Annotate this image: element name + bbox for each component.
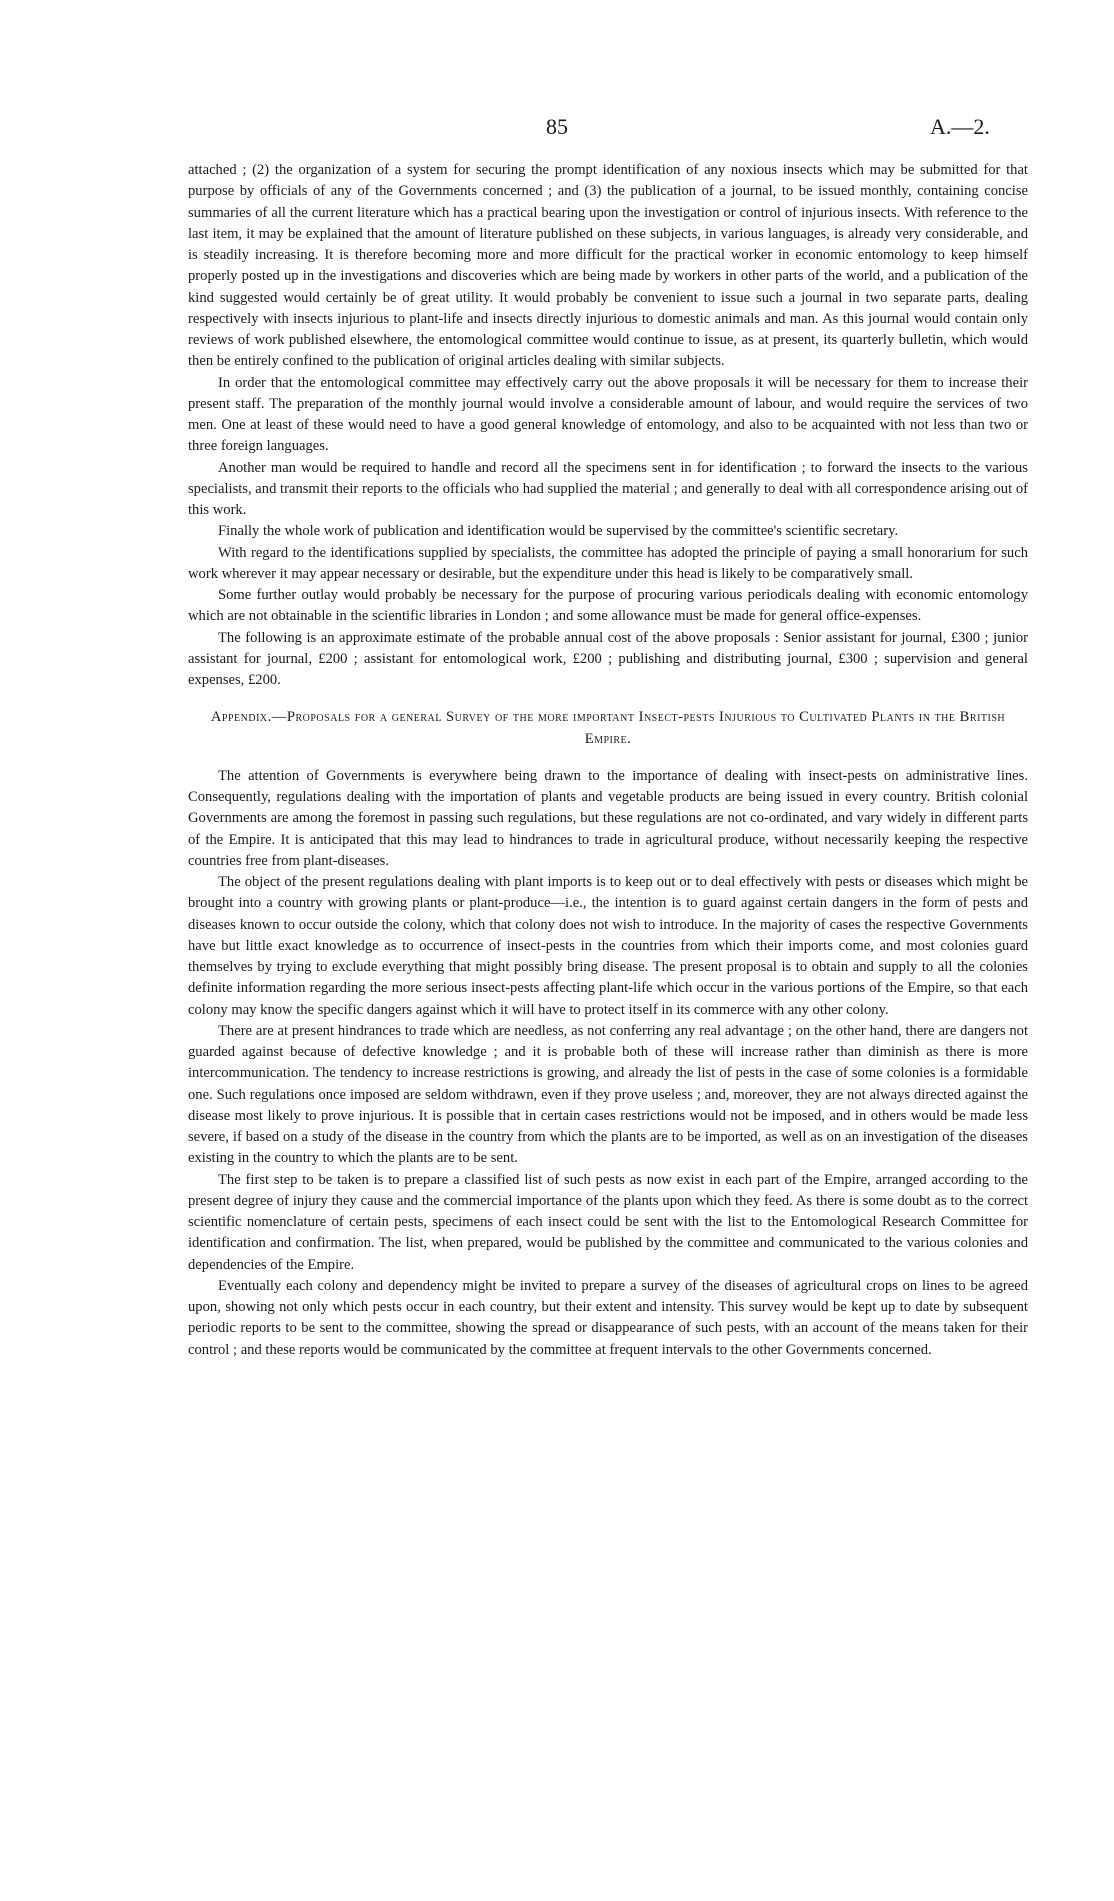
paragraph: The attention of Governments is everywhere being drawn to the importance of dealing with insect-pests on administrative lines. Consequently, regulations dealing with the importation of plants and vegetable products are being issued in every country. British colonial Governments are among the foremost in passing such regulations, but these regulations are not co-ordinated, and vary widely in different parts of the Empire. It is anticipated that this may lead to hindrances to trade in agricultural produce, without necessarily keeping the respective countries free from plant-diseases. <box>188 767 1028 869</box>
paragraph: There are at present hindrances to trade which are needless, as not conferring any real advantage ; on the other hand, there are dangers not guarded against because of defective knowledge ; and it is probable both of these will increase rather than diminish as there is more intercommunication. The tendency to increase restrictions is growing, and already the list of pests in the case of some colonies is a formidable one. Such regulations once imposed are seldom withdrawn, even if they prove useless ; and, moreover, they are not always directed against the disease most likely to prove injurious. It is possible that in certain cases restrictions would not be imposed, and in others would be made less severe, if based on a study of the disease in the country from which the plants are to be imported, as well as on an investigation of the diseases existing in the country to which the plants are to be sent. <box>188 1022 1028 1167</box>
body-text <box>188 160 1028 1361</box>
paragraph: The object of the present regulations dealing with plant imports is to keep out or to deal effectively with pests or diseases which might be brought into a country with growing plants or plant-produce—i.e., the intention is to guard against certain dangers in the form of pests and diseases known to occur outside the colony, which that colony does not wish to introduce. In the majority of cases the respective Governments have but little exact knowledge as to occurrence of insect-pests in the countries from which their imports come, and most colonies guard themselves by trying to exclude everything that might possibly bring disease. The present proposal is to obtain and supply to all the colonies definite information regarding the more serious insect-pests affecting plant-life which occur in the various portions of the Empire, so that each colony may know the specific dangers against which it will have to protect itself in its commerce with any other colony. <box>188 874 1028 1018</box>
paragraph: attached ; (2) the organization of a system for securing the prompt identification of any noxious insects which may be submitted for that purpose by officials of any of the Governments concerned ; and (3) the publication of a journal, to be issued monthly, containing concise summaries of all the current literature which has a practical bearing upon the investigation or control of injurious insects. With reference to the last item, it may be explained that the amount of literature published on these subjects, in various languages, is already very considerable, and is steadily increasing. It is therefore becoming more and more difficult for the practical worker in economic entomology to keep himself properly posted up in the investigations and discoveries which are being made by workers in other parts of the world, and a publication of the kind suggested would certainly be of great utility. It would probably be convenient to issue such a journal in two separate parts, dealing respectively with insects injurious to plant-life and insects directly injurious to domestic animals and man. As this journal would contain only reviews of work published elsewhere, the entomological committee would continue to issue, as at present, its quarterly bulletin, which would then be entirely confined to the publication of original articles dealing with similar subjects. <box>188 162 1028 370</box>
paragraph: Eventually each colony and dependency might be invited to prepare a survey of the diseases of agricultural crops on lines to be agreed upon, showing not only which pests occur in each country, but their extent and intensity. This survey would be kept up to date by subsequent periodic reports to be sent to the committee, showing the spread or disappearance of such pests, with an account of the means taken for their control ; and these reports would be communicated by the committee at frequent intervals to the other Governments concerned. <box>188 1277 1028 1358</box>
paragraph: Another man would be required to handle and record all the specimens sent in for identification ; to forward the insects to the various specialists, and transmit their reports to the officials who had supplied the material ; and generally to deal with all correspondence arising out of this work. <box>188 459 1028 518</box>
appendix-heading: Appendix.—Proposals for a general Survey of the more important Insect-pests Injurious to Cultivated Plants in the British Empire. <box>210 709 1006 747</box>
paragraph: The following is an approximate estimate of the probable annual cost of the above proposals : Senior assistant for journal, £300 ; junior assistant for journal, £200 ; assistant for entomological work, £200 ; publishing and distributing journal, £300 ; supervision and general expenses, £200. <box>188 629 1028 688</box>
paragraph: The first step to be taken is to prepare a classified list of such pests as now exist in each part of the Empire, arranged according to the present degree of injury they cause and the commercial importance of the plants upon which they feed. As there is some doubt as to the correct scientific nomenclature of certain pests, specimens of each insect could be sent with the list to the Entomological Research Committee for identification and confirmation. The list, when prepared, would be published by the committee and communicated to the various colonies and dependencies of the Empire. <box>188 1171 1028 1273</box>
document-reference: A.—2. <box>930 114 990 139</box>
paragraph: Some further outlay would probably be necessary for the purpose of procuring various periodicals dealing with economic entomology which are not obtainable in the scientific libraries in London ; and some allowance must be made for general office-expenses. <box>188 587 1028 625</box>
paragraph: In order that the entomological committee may effectively carry out the above proposals it will be necessary for them to increase their present staff. The preparation of the monthly journal would involve a considerable amount of labour, and would require the services of two men. One at least of these would need to have a good general knowledge of entomology, and also to be acquainted with not less than two or three foreign languages. <box>188 374 1028 455</box>
page-number: 85 <box>546 114 568 139</box>
paragraph: With regard to the identifications supplied by specialists, the committee has adopted the principle of paying a small honorarium for such work wherever it may appear necessary or desirable, but the expenditure under this head is likely to be comparatively small. <box>188 544 1028 582</box>
paragraph: Finally the whole work of publication and identification would be supervised by the committee's scientific secretary. <box>218 523 899 540</box>
